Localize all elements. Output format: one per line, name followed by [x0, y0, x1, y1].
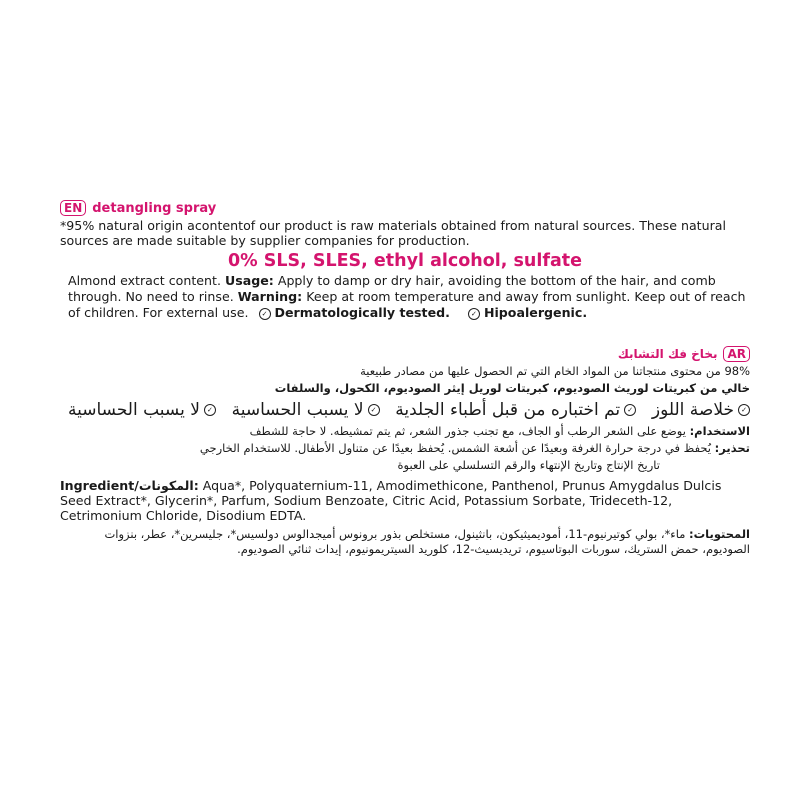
en-badge-derm: Dermatologically tested. — [274, 305, 450, 320]
check-circle-icon: ✓ — [368, 404, 380, 416]
en-header — [60, 198, 750, 218]
ingredients-ar-text: ماء*، بولي كوتيرنيوم-11، أموديميثيكون، بانثينول، مستخلص بذور برونوس أميجدالوس دولسيس*، جليسرين*، عطر، بنزوات الصوديوم، حمض الستريك، سوربات البوتاسيوم، تريديسيث-12، كلوريد السيتريمونيوم، إيدات ثنائي الصوديوم. — [104, 527, 750, 556]
ingredients-label: Ingredient/المكونات: — [60, 478, 199, 493]
ar-header — [60, 345, 750, 363]
ar-badge: AR — [723, 346, 750, 362]
ingredients-ar-label: المحتويات: — [689, 527, 750, 541]
label-content — [60, 198, 750, 557]
ingredients-text: Aqua*, Polyquaternium-11, Amodimethicone, Panthenol, Prunus Amygdalus Dulcis Seed Extract*, Glycerin*, Parfum, Sodium Benzoate, Citric Acid, Potassium Sorbate, Trideceth-12, Cetrimonium Chloride, Disodium EDTA. — [60, 478, 722, 523]
en-warning-text: Keep at room temperature and away from sunlight. Keep out of reach of children. For external use. — [68, 289, 746, 320]
check-circle-icon: ✓ — [204, 404, 216, 416]
ar-origin-text: 98% من محتوى منتجاتنا من المواد الخام التي تم الحصول عليها من مصادر طبيعية — [360, 364, 750, 378]
ar-claim-hypo-1: ✓لا يسبب الحساسية — [232, 399, 380, 421]
en-product-title: detangling spray — [92, 200, 217, 216]
en-almond: Almond extract content. — [68, 273, 221, 288]
en-badge-hypo: Hipoalergenic. — [483, 305, 588, 320]
en-free-from-claims: 0% SLS, SLES, ethyl alcohol, sulfate — [227, 251, 583, 271]
ar-claim-almond: ✓خلاصة اللوز — [652, 399, 750, 421]
ar-claim-derm: ✓تم اختباره من قبل أطباء الجلدية — [395, 399, 636, 421]
ar-usage: الاستخدام: يوضع على الشعر الرطب أو الجاف، مع تجنب جذور الشعر، ثم يتم تمشيطه. لا حاجة للشطف — [249, 424, 750, 438]
check-circle-icon: ✓ — [468, 308, 480, 320]
en-usage-text: Apply to damp or dry hair, avoiding the bottom of the hair, and comb through. No need to rinse. — [68, 273, 716, 304]
check-circle-icon: ✓ — [624, 404, 636, 416]
en-origin-text: *95% natural origin acontentof our product is raw materials obtained from natural sources. These natural sources are made suitable by supplier companies for production. — [60, 218, 726, 248]
ar-claim-hypo-2: ✓لا يسبب الحساسية — [68, 399, 216, 421]
en-badge: EN — [60, 200, 86, 216]
ar-warning: تحذير: يُحفظ في درجة حرارة الغرفة وبعيدًا عن أشعة الشمس. يُحفظ بعيدًا عن متناول الأطفال. للاستخدام الخارجي — [199, 441, 750, 455]
ar-product-title: بخاخ فك التشابك — [617, 347, 718, 361]
en-usage-label: Usage: — [224, 273, 274, 288]
ingredients-en — [60, 478, 750, 523]
en-warning-label: Warning: — [237, 289, 303, 304]
ar-claims-row — [60, 399, 750, 421]
ar-dates: تاريخ الإنتاج وتاريخ الإنتهاء والرقم التسلسلي على العبوة — [397, 458, 660, 472]
check-circle-icon: ✓ — [259, 308, 271, 320]
check-circle-icon: ✓ — [738, 404, 750, 416]
ar-free-from: خالي من كبريتات لوريث الصوديوم، كبريتات لوريل إيثر الصوديوم، الكحول، والسلفات — [274, 381, 750, 395]
ingredients-ar — [60, 527, 750, 557]
en-usage-block — [68, 273, 750, 321]
